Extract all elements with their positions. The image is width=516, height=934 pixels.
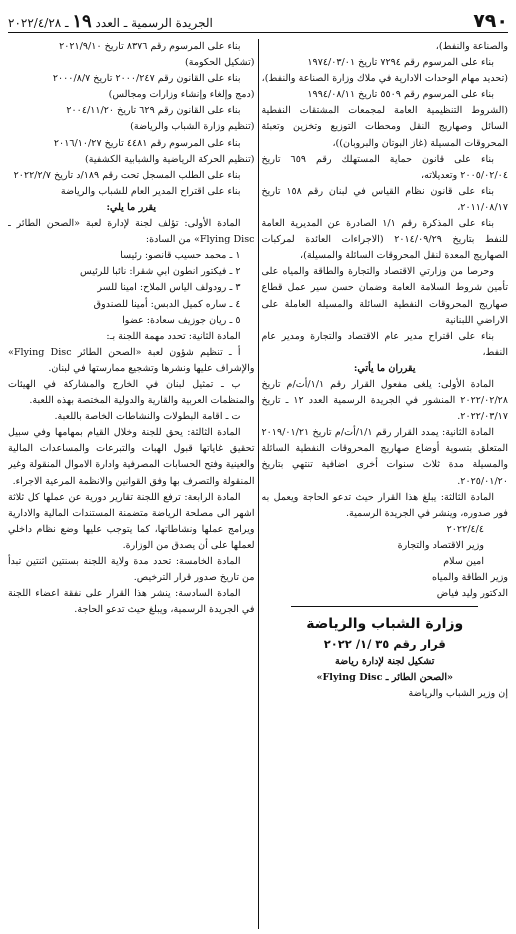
list-item: ٣ ـ رودولف الياس الملاح: امينا للسر	[97, 282, 241, 294]
paragraph: بناء على اقتراح المدير العام للشباب والرياضة	[60, 185, 241, 197]
signatory-title: وزير الاقتصاد والتجارة	[397, 539, 484, 551]
issue-number: ١٩	[72, 11, 92, 32]
paragraph: (تحديد مهام الوحدات الادارية في ملاك وزارة الصناعة والنفط)،	[261, 73, 508, 85]
decision-subject-name: «الصحن الطائر ـ Flying Disc»	[316, 672, 453, 684]
paragraph: وحرصا من وزارتي الاقتصاد والتجارة والطاقة والمياه على تأمين شروط السلامة العامة وضمان حسن سير عمل قطاع صهاريج المحروقات النفطية السائلة والمسيلة العاملة على الاراضي اللبنانية	[261, 266, 508, 326]
paragraph: إن وزير الشباب والرياضة	[408, 688, 508, 700]
decision-subject: تشكيل لجنة لإدارة رياضة	[335, 656, 435, 668]
column-separator	[258, 39, 259, 929]
section-divider	[291, 606, 478, 607]
issue-date: ـ ٢٠٢٢/٤/٢٨	[8, 16, 69, 30]
right-column	[261, 39, 508, 929]
paragraph: (تنظيم وزارة الشباب والرياضة)	[130, 121, 255, 133]
article: المادة الخامسة: تحدد مدة ولاية اللجنة بسنتين اثنتين تبدأ من تاريخ صدور قرار الترخيص.	[7, 556, 255, 584]
article: المادة الأولى: تؤلف لجنة لإدارة لعبة «الصحن الطائر ـ Flying Disc» من السادة:	[7, 218, 255, 246]
list-item: ٥ ـ ريان جوزيف سعادة: عضوا	[122, 314, 241, 326]
decision-number: قرار رقم ٣٥ /١/ ٢٠٢٢	[323, 637, 446, 652]
article: المادة الثالثة: يبلغ هذا القرار حيث تدعو الحاجة ويعمل به فور صدوره، وينشر في الجريدة الرسمية.	[261, 491, 508, 519]
list-item: ت ـ اقامة البطولات والنشاطات الخاصة باللعبة.	[54, 411, 241, 423]
signatory-name: امين سلام	[443, 556, 484, 567]
article: المادة الثالثة: يحق للجنة وخلال القيام بمهامها وفي سبيل تحقيق غاياتها قبول الهبات والتبرعات والمساعدات المالية والعينية وفتح الحسابات المصرفية وادارة الاموال المنقولة وغير المنقولة والتصرف بها وفق القوانين والانظمة المرعية الاجراء.	[7, 427, 255, 487]
decision-heading: يقرر ما يلي:	[106, 201, 157, 213]
gazette-name: الجريدة الرسمية ـ العدد	[95, 16, 213, 30]
paragraph: (دمج وإلغاء وإنشاء وزارات ومجالس)	[108, 89, 255, 101]
list-item: ب ـ تمثيل لبنان في الخارج والمشاركة في الهيئات والمنظمات العربية والقارية والدولية المختصة بهذه اللعبة.	[7, 378, 255, 407]
paragraph: بناء على المرسوم رقم ٤٤٨١ تاريخ ٢٠١٦/١٠/٢٧	[53, 137, 241, 149]
paragraph: (تنظيم الحركة الرياضية والشبابية الكشفية)	[85, 153, 255, 165]
header-title	[8, 11, 213, 32]
signatory-name: الدكتور وليد فياض	[436, 588, 508, 600]
paragraph: بناء على اقتراح مدير عام الاقتصاد والتجارة ومدير عام النفط،	[261, 330, 508, 358]
paragraph: بناء على قانون حماية المستهلك رقم ٦٥٩ تاريخ ٢٠٠٥/٠٢/٠٤ وتعديلاته،	[261, 153, 508, 181]
columns	[8, 39, 508, 929]
page-number: ٧٩٠	[473, 10, 508, 32]
left-column	[8, 39, 255, 929]
paragraph: بناء على الطلب المسجل تحت رقم ١٨٩/د تاريخ ٢٠٢٢/٢/٧	[13, 169, 241, 181]
page-header	[8, 6, 508, 33]
paragraph: بناء على قانون نظام القياس في لبنان رقم ١٥٨ تاريخ ٢٠١١/٠٨/١٧،	[261, 185, 508, 213]
ministry-title: وزارة الشباب والرياضة	[306, 616, 464, 633]
list-item: ٤ ـ ساره كميل الدبس: أمينا للصندوق	[93, 298, 241, 310]
paragraph: بناء على القانون رقم ٢٠٠٠/٢٤٧ تاريخ ٢٠٠٠/٨/٧	[52, 73, 241, 85]
article: المادة الرابعة: ترفع اللجنة تقارير دورية عن عملها كل ثلاثة اشهر الى مصلحة الرياضة متضمنة المستندات المالية والادارية ويرامج عملها ونشاطاتها، كما يتوجب عليها وضع نظام داخلي لعملها على أن يصدق من الوزارة.	[7, 491, 255, 551]
paragraph: بناء على المرسوم رقم ٧٢٩٤ تاريخ ١٩٧٤/٠٣/٠١	[307, 57, 494, 69]
paragraph: والصناعة والنفط)،	[435, 41, 508, 52]
list-item: ١ ـ محمد حسيب قانصو: رئيسا	[120, 250, 241, 262]
paragraph: (تشكيل الحكومة)	[184, 57, 255, 69]
list-item: أ ـ تنظيم شؤون لعبة «الصحن الطائر Flying Disc» والإشراف عليها ونشرها وتشجيع ممارستها في لبنان.	[7, 346, 255, 374]
paragraph: بناء على المرسوم رقم ٥٥٠٩ تاريخ ١٩٩٤/٠٨/١١	[307, 89, 494, 101]
paragraph: بناء على القانون رقم ٦٢٩ تاريخ ٢٠٠٤/١١/٢٠	[66, 105, 241, 117]
list-item: ٢ ـ فيكتور انطون ابي شقرا: نائبا للرئيس	[80, 266, 241, 278]
paragraph: (الشروط التنظيمية العامة لمجمعات المشتقات النفطية السائل وصهاريج النقل ومحطات التوزيع وتخزين وتعبئة المحروقات المسيلة (غاز البوتان والبروبان))،	[261, 105, 508, 149]
article: المادة الأولى: يلغى مفعول القرار رقم ١/١/أت/م تاريخ ٢٠٢٢/٠٢/٢٨ المنشور في الجريدة الرسمية العدد ١٢ ـ تاريخ ٢٠٢٢/٠٣/١٧.	[261, 378, 508, 423]
article: المادة السادسة: ينشر هذا القرار على نفقة اعضاء اللجنة في الجريدة الرسمية، ويبلغ حيث تدعو الحاجة.	[7, 588, 255, 616]
decision-heading: يقرران ما يأتي:	[353, 362, 416, 374]
paragraph: بناء على المرسوم رقم ٨٣٧٦ تاريخ ٢٠٢١/٩/١٠	[59, 41, 241, 52]
paragraph: بناء على المذكرة رقم ١/١ الصادرة عن المديرية العامة للنفط بتاريخ ٢٠١٤/٠٩/٢٩ (الاجراءات العائدة لمركبات الصهاريج المعدة لنقل المحروقات السائلة والمسيلة)،	[261, 218, 508, 262]
article: المادة الثانية: تحدد مهمة اللجنة بـ:	[106, 330, 241, 342]
signature-date: ٢٠٢٢/٤/٤	[446, 523, 484, 535]
article: المادة الثانية: يمدد القرار رقم ١/١/أت/م تاريخ ٢٠١٩/٠١/٢١ المتعلق بتسوية أوضاع صهاريج المحروقات النفطية السائلة والمسيلة مدة ثلاث سنوات أخرى اضافية تنتهي بتاريخ ٢٠٢٥/٠١/٢٠.	[261, 427, 508, 487]
signatory-title: وزير الطاقة والمياه	[431, 572, 508, 584]
